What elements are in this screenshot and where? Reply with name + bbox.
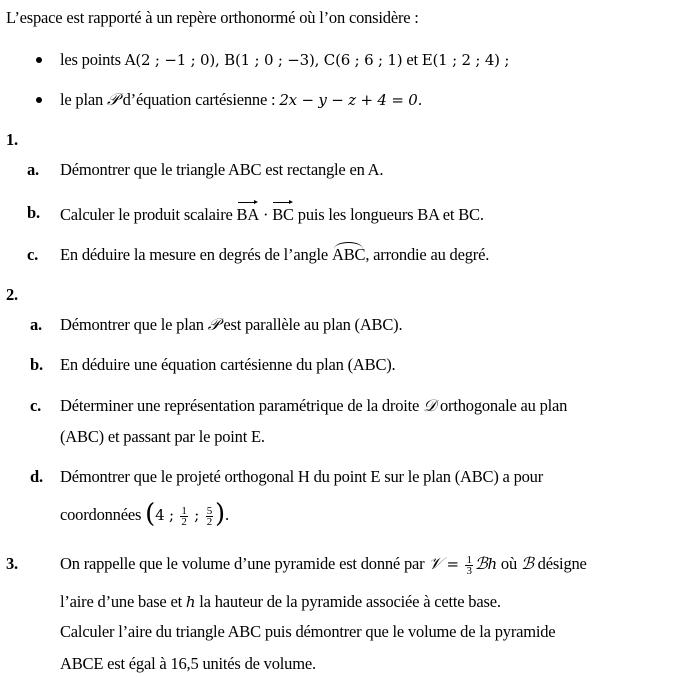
angle-abc — [332, 245, 365, 265]
left-paren: ( — [145, 499, 156, 530]
question-2d-line1: Démontrer que le projeté orthogonal H du point E sur le plan (ABC) a pour — [60, 467, 544, 486]
bullet-prefix: le plan — [60, 90, 107, 109]
plane-symbol: 𝒫 — [207, 315, 220, 334]
text: Déterminer une représentation paramétrique de la droite — [60, 396, 424, 415]
question-1a: Démontrer que le triangle ABC est rectangle en A. — [60, 160, 384, 179]
text: l’aire d’une base et — [60, 592, 186, 611]
height-symbol: h — [487, 555, 497, 573]
question-2a — [60, 315, 402, 335]
numerator: 1 — [466, 553, 472, 566]
text: où — [497, 554, 521, 573]
intro-text: L’espace est rapporté à un repère orthonormé où l’on considère : — [6, 8, 419, 27]
part-label: b. — [30, 355, 43, 374]
question-3-line4: ABCE est égal à 16,5 unités de volume. — [60, 654, 316, 673]
question-2c-line2: (ABC) et passant par le point E. — [60, 427, 265, 446]
bullet-points — [60, 50, 509, 70]
angle-hat-icon — [334, 242, 363, 249]
part-label: c. — [30, 396, 42, 415]
plane-equation: 2x − y − z + 4 = 0. — [279, 91, 423, 109]
text: En déduire la mesure en degrés de l’angle — [60, 245, 332, 264]
question-number: 1. — [6, 130, 18, 149]
question-3-line2 — [60, 592, 501, 612]
question-2d-line2 — [60, 499, 229, 530]
text: puis les longueurs BA et BC. — [293, 205, 484, 224]
fraction-third — [465, 555, 472, 576]
dot-operator: · — [259, 205, 273, 224]
question-1b — [60, 203, 484, 225]
fraction-z — [206, 506, 213, 527]
plane-symbol: 𝒫 — [106, 90, 119, 109]
point-e: E(1 ; 2 ; 4) ; — [421, 51, 510, 69]
denominator: 2 — [206, 515, 213, 528]
text: coordonnées — [60, 505, 146, 524]
text: la hauteur de la pyramide associée à cette base. — [195, 592, 501, 611]
vector-arrow-icon — [238, 200, 259, 206]
vector-ba — [237, 203, 260, 225]
question-2b: En déduire une équation cartésienne du plan (ABC). — [60, 355, 396, 374]
part-label: a. — [30, 315, 42, 334]
points-list: A(2 ; −1 ; 0), B(1 ; 0 ; −3), C(6 ; 6 ; 1) — [124, 51, 403, 69]
base-symbol: ℬ — [474, 554, 488, 573]
base-symbol: ℬ — [520, 554, 534, 573]
text: orthogonale au plan — [436, 396, 568, 415]
question-2c-line1 — [60, 396, 567, 416]
part-label: c. — [27, 245, 39, 264]
text: désigne — [533, 554, 587, 573]
text: . — [225, 505, 229, 524]
denominator: 2 — [181, 515, 187, 528]
vector-arrow-icon — [273, 200, 293, 206]
numerator: 5 — [206, 504, 213, 517]
text: Calculer le produit scalaire — [60, 205, 237, 224]
bullet-prefix: les points — [60, 50, 125, 69]
question-3-line3: Calculer l’aire du triangle ABC puis démontrer que le volume de la pyramide — [60, 622, 556, 641]
bullet-mid: et — [402, 50, 422, 69]
question-number: 3. — [6, 554, 18, 573]
question-3-line1 — [60, 554, 587, 576]
bullet-plane — [60, 90, 422, 110]
right-paren: ) — [215, 499, 225, 530]
bullet-mid: d’équation cartésienne : — [118, 90, 280, 109]
numerator: 1 — [181, 504, 187, 517]
vector-bc — [272, 203, 294, 225]
height-symbol: h — [185, 593, 196, 611]
part-label: d. — [30, 467, 43, 486]
angle-label: ABC — [331, 245, 366, 264]
question-number: 2. — [6, 285, 18, 304]
bullet-icon — [36, 57, 42, 63]
text: Démontrer que le plan — [60, 315, 208, 334]
coord-x: 4 — [155, 506, 165, 524]
text: On rappelle que le volume d’une pyramide est donné par — [60, 554, 429, 573]
fraction-y — [180, 506, 187, 527]
vector-label: BC — [272, 205, 294, 224]
line-symbol: 𝒟 — [423, 396, 437, 415]
part-label: a. — [27, 160, 39, 179]
equals: = — [441, 555, 464, 573]
separator: ; — [164, 506, 179, 524]
denominator: 3 — [466, 564, 472, 577]
separator: ; — [189, 506, 204, 524]
text: est parallèle au plan (ABC). — [219, 315, 403, 334]
bullet-icon — [36, 97, 42, 103]
volume-symbol: 𝒱 — [428, 554, 442, 573]
part-label: b. — [27, 203, 40, 222]
vector-label: BA — [236, 205, 260, 224]
question-1c — [60, 245, 489, 265]
text: , arrondie au degré. — [365, 245, 490, 264]
